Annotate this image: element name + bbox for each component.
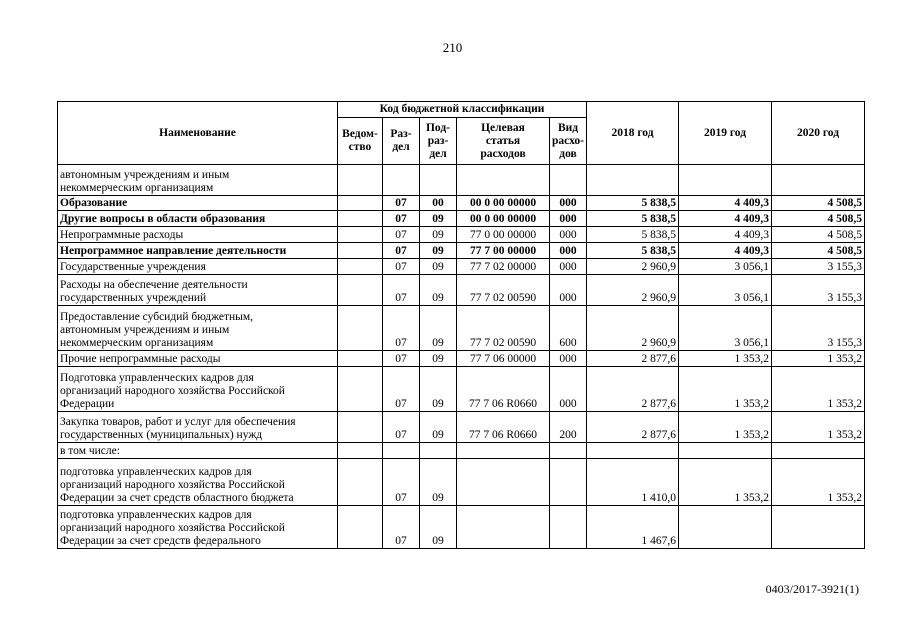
cell-podrazdel: 09 [420, 459, 457, 506]
cell-razdel: 07 [383, 459, 420, 506]
cell-vid: 000 [550, 227, 587, 243]
cell-celevaya [457, 443, 550, 459]
cell-podrazdel: 09 [420, 351, 457, 367]
cell-vid: 000 [550, 367, 587, 412]
cell-2020 [772, 506, 865, 549]
col-header-2018: 2018 год [587, 102, 679, 165]
cell-celevaya: 00 0 00 00000 [457, 211, 550, 227]
cell-2019: 1 353,2 [679, 412, 772, 443]
col-header-podrazdel: Под- раз- дел [420, 118, 457, 165]
cell-name: Непрограммное направление деятельности [58, 243, 338, 259]
cell-razdel: 07 [383, 259, 420, 275]
cell-vedomstvo [338, 259, 383, 275]
cell-vedomstvo [338, 459, 383, 506]
cell-vid: 200 [550, 412, 587, 443]
cell-2018: 5 838,5 [587, 243, 679, 259]
col-header-celevaya: Целевая статья расходов [457, 118, 550, 165]
cell-razdel: 07 [383, 351, 420, 367]
cell-vedomstvo [338, 227, 383, 243]
cell-podrazdel: 09 [420, 367, 457, 412]
page-number: 210 [442, 40, 463, 55]
cell-vedomstvo [338, 211, 383, 227]
cell-razdel: 07 [383, 506, 420, 549]
cell-2018: 2 877,6 [587, 367, 679, 412]
cell-podrazdel: 00 [420, 196, 457, 211]
cell-2020: 3 155,3 [772, 275, 865, 306]
cell-2019: 3 056,1 [679, 259, 772, 275]
cell-celevaya: 77 7 06 R0660 [457, 412, 550, 443]
cell-2018 [587, 443, 679, 459]
table-row [58, 412, 865, 443]
cell-2020: 1 353,2 [772, 351, 865, 367]
cell-name: Непрограммные расходы [58, 227, 338, 243]
cell-name: в том числе: [58, 443, 338, 459]
col-header-vid: Вид расхо- дов [550, 118, 587, 165]
cell-vid: 000 [550, 243, 587, 259]
cell-2018: 2 960,9 [587, 306, 679, 351]
cell-celevaya [457, 506, 550, 549]
cell-2018: 2 960,9 [587, 275, 679, 306]
cell-2019: 4 409,3 [679, 211, 772, 227]
table-row [58, 506, 865, 549]
cell-2018: 5 838,5 [587, 196, 679, 211]
cell-razdel: 07 [383, 243, 420, 259]
cell-razdel [383, 165, 420, 196]
cell-celevaya: 77 7 02 00000 [457, 259, 550, 275]
cell-name: Предоставление субсидий бюджетным, автономным учреждениям и иным некоммерческим организациям [58, 306, 338, 351]
cell-celevaya: 77 7 06 R0660 [457, 367, 550, 412]
cell-vedomstvo [338, 275, 383, 306]
table-row [58, 367, 865, 412]
col-header-code-group: Код бюджетной классификации [338, 102, 587, 118]
cell-2019: 4 409,3 [679, 227, 772, 243]
cell-vid: 000 [550, 275, 587, 306]
table-row [58, 259, 865, 275]
cell-podrazdel: 09 [420, 412, 457, 443]
table-row [58, 459, 865, 506]
col-header-2020: 2020 год [772, 102, 865, 165]
cell-name: Прочие непрограммные расходы [58, 351, 338, 367]
cell-2019: 3 056,1 [679, 306, 772, 351]
cell-2018: 2 877,6 [587, 412, 679, 443]
cell-vedomstvo [338, 412, 383, 443]
cell-vedomstvo [338, 306, 383, 351]
cell-podrazdel: 09 [420, 306, 457, 351]
cell-podrazdel [420, 443, 457, 459]
cell-razdel: 07 [383, 196, 420, 211]
cell-razdel: 07 [383, 275, 420, 306]
cell-2020: 4 508,5 [772, 243, 865, 259]
cell-2020: 1 353,2 [772, 412, 865, 443]
cell-vid: 000 [550, 259, 587, 275]
cell-razdel [383, 443, 420, 459]
cell-name: Государственные учреждения [58, 259, 338, 275]
table-row [58, 165, 865, 196]
cell-podrazdel: 09 [420, 275, 457, 306]
cell-2020 [772, 443, 865, 459]
cell-2019: 3 056,1 [679, 275, 772, 306]
cell-2018: 1 410,0 [587, 459, 679, 506]
cell-vid: 000 [550, 196, 587, 211]
cell-celevaya [457, 165, 550, 196]
cell-celevaya [457, 459, 550, 506]
cell-name: Закупка товаров, работ и услуг для обеспечения государственных (муниципальных) нужд [58, 412, 338, 443]
cell-2018: 1 467,6 [587, 506, 679, 549]
cell-podrazdel: 09 [420, 227, 457, 243]
table-body [58, 165, 865, 549]
col-header-name: Наименование [58, 102, 338, 165]
cell-name: Расходы на обеспечение деятельности государственных учреждений [58, 275, 338, 306]
col-header-razdel: Раз- дел [383, 118, 420, 165]
cell-name: подготовка управленческих кадров для организаций народного хозяйства Российской Федерации за счет средств федерального [58, 506, 338, 549]
table-row [58, 306, 865, 351]
cell-vid [550, 443, 587, 459]
table-row [58, 243, 865, 259]
cell-2018: 5 838,5 [587, 227, 679, 243]
cell-vid: 000 [550, 351, 587, 367]
table-row [58, 351, 865, 367]
cell-vid [550, 165, 587, 196]
cell-2019: 4 409,3 [679, 243, 772, 259]
cell-podrazdel: 09 [420, 243, 457, 259]
table-row [58, 196, 865, 211]
cell-celevaya: 77 0 00 00000 [457, 227, 550, 243]
cell-vedomstvo [338, 506, 383, 549]
cell-2020: 4 508,5 [772, 211, 865, 227]
budget-table [57, 101, 865, 549]
cell-2019: 4 409,3 [679, 196, 772, 211]
cell-vid [550, 506, 587, 549]
cell-name: Подготовка управленческих кадров для организаций народного хозяйства Российской Федерации [58, 367, 338, 412]
cell-vedomstvo [338, 367, 383, 412]
cell-2019: 1 353,2 [679, 459, 772, 506]
cell-vedomstvo [338, 196, 383, 211]
cell-vedomstvo [338, 351, 383, 367]
cell-vedomstvo [338, 165, 383, 196]
cell-name: подготовка управленческих кадров для организаций народного хозяйства Российской Федерации за счет средств областного бюджета [58, 459, 338, 506]
cell-2018: 2 960,9 [587, 259, 679, 275]
cell-razdel: 07 [383, 412, 420, 443]
table-row [58, 443, 865, 459]
cell-razdel: 07 [383, 211, 420, 227]
cell-2020: 1 353,2 [772, 459, 865, 506]
cell-2019 [679, 443, 772, 459]
cell-2020: 4 508,5 [772, 196, 865, 211]
cell-vid: 000 [550, 211, 587, 227]
cell-celevaya: 77 7 02 00590 [457, 275, 550, 306]
table-row [58, 211, 865, 227]
cell-vedomstvo [338, 443, 383, 459]
cell-2020: 4 508,5 [772, 227, 865, 243]
cell-podrazdel: 09 [420, 259, 457, 275]
cell-2018: 5 838,5 [587, 211, 679, 227]
cell-2019 [679, 165, 772, 196]
col-header-2019: 2019 год [679, 102, 772, 165]
document-code: 0403/2017-3921(1) [765, 582, 859, 596]
cell-podrazdel [420, 165, 457, 196]
cell-vid [550, 459, 587, 506]
table-row [58, 227, 865, 243]
table-row [58, 275, 865, 306]
cell-razdel: 07 [383, 306, 420, 351]
cell-2019: 1 353,2 [679, 351, 772, 367]
cell-razdel: 07 [383, 367, 420, 412]
cell-name: Образование [58, 196, 338, 211]
cell-celevaya: 77 7 06 00000 [457, 351, 550, 367]
cell-2020: 3 155,3 [772, 259, 865, 275]
cell-vid: 600 [550, 306, 587, 351]
cell-name: Другие вопросы в области образования [58, 211, 338, 227]
cell-razdel: 07 [383, 227, 420, 243]
cell-2018 [587, 165, 679, 196]
cell-2020 [772, 165, 865, 196]
cell-celevaya: 77 7 02 00590 [457, 306, 550, 351]
cell-vedomstvo [338, 243, 383, 259]
cell-name: автономным учреждениям и иным некоммерческим организациям [58, 165, 338, 196]
col-header-vedomstvo: Ведом- ство [338, 118, 383, 165]
cell-celevaya: 00 0 00 00000 [457, 196, 550, 211]
cell-podrazdel: 09 [420, 211, 457, 227]
cell-celevaya: 77 7 00 00000 [457, 243, 550, 259]
cell-2019 [679, 506, 772, 549]
cell-2020: 3 155,3 [772, 306, 865, 351]
cell-2018: 2 877,6 [587, 351, 679, 367]
cell-2019: 1 353,2 [679, 367, 772, 412]
cell-2020: 1 353,2 [772, 367, 865, 412]
cell-podrazdel: 09 [420, 506, 457, 549]
